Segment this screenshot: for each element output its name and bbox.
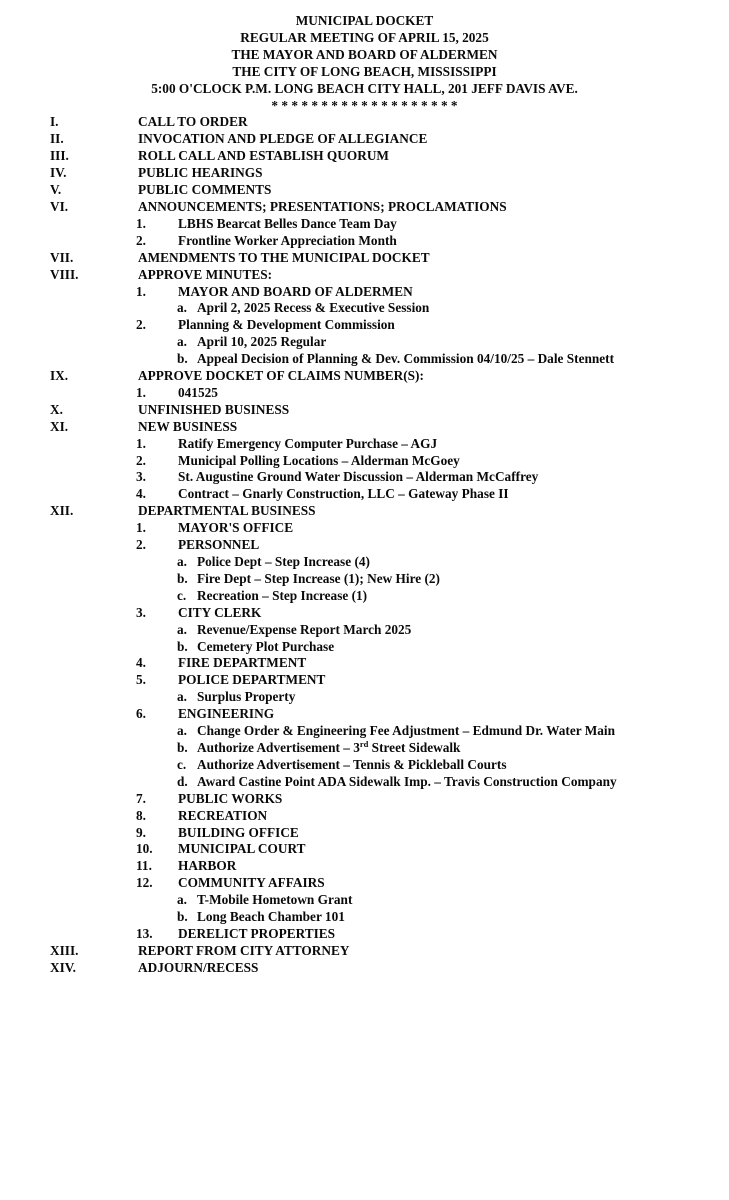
agenda-item (0, 655, 729, 672)
agenda-item-label: 1. (136, 384, 146, 400)
agenda-item-text: RECREATION (178, 807, 268, 823)
agenda-item-label: XI. (50, 418, 69, 434)
agenda-item-text: Long Beach Chamber 101 (197, 909, 345, 925)
agenda-item-label: VII. (50, 249, 74, 265)
agenda-item-label: 6. (136, 706, 146, 722)
agenda-item (0, 689, 729, 706)
agenda-item-text: FIRE DEPARTMENT (178, 655, 307, 671)
agenda-item-text: Surplus Property (197, 689, 296, 705)
agenda-item-label: c. (177, 587, 187, 603)
agenda-item (0, 419, 729, 436)
agenda-item-text: APPROVE MINUTES: (138, 266, 273, 282)
agenda-item-text: 041525 (178, 384, 218, 400)
agenda-item-label: 8. (136, 807, 146, 823)
agenda-item-label: 4. (136, 486, 146, 502)
agenda-item-text: ADJOURN/RECESS (138, 959, 259, 975)
agenda-item (0, 622, 729, 639)
agenda-item (0, 216, 729, 233)
header-line: THE MAYOR AND BOARD OF ALDERMEN (231, 46, 498, 62)
agenda-item-label: 10. (136, 841, 153, 857)
agenda-item (0, 334, 729, 351)
agenda-item-label: IX. (50, 368, 69, 384)
agenda-item (0, 402, 729, 419)
agenda-item-text: T-Mobile Hometown Grant (197, 892, 353, 908)
agenda-item-label: a. (177, 892, 187, 908)
agenda-item-label: 3. (136, 469, 146, 485)
agenda-item-text: INVOCATION AND PLEDGE OF ALLEGIANCE (138, 131, 428, 147)
agenda-item (0, 436, 729, 453)
agenda-item (0, 537, 729, 554)
agenda-item-label: 2. (136, 317, 146, 333)
agenda-item (0, 791, 729, 808)
agenda-item-label: 12. (136, 875, 153, 891)
agenda-item-label: b. (177, 570, 188, 586)
agenda-item-label: d. (177, 773, 188, 789)
agenda-item (0, 960, 729, 977)
agenda-item-label: 1. (136, 520, 146, 536)
agenda-item (0, 284, 729, 301)
agenda-item-label: b. (177, 351, 188, 367)
agenda-item (0, 486, 729, 503)
agenda-item (0, 605, 729, 622)
agenda-item-label: c. (177, 756, 187, 772)
agenda-item-label: XII. (50, 503, 74, 519)
agenda-item-text: April 10, 2025 Regular (197, 334, 327, 350)
agenda-item-text: Change Order & Engineering Fee Adjustment – Edmund Dr. Water Main (197, 723, 616, 739)
agenda-item (0, 639, 729, 656)
agenda-item (0, 858, 729, 875)
agenda-item (0, 554, 729, 571)
agenda-item (0, 757, 729, 774)
agenda-item-text: Ratify Emergency Computer Purchase – AGJ (178, 435, 438, 451)
agenda-item (0, 892, 729, 909)
agenda-item-label: 4. (136, 655, 146, 671)
agenda-item-text: Frontline Worker Appreciation Month (178, 232, 397, 248)
header-line: 5:00 O'CLOCK P.M. LONG BEACH CITY HALL, 201 JEFF DAVIS AVE. (151, 80, 578, 96)
agenda-item-text: Cemetery Plot Purchase (197, 638, 335, 654)
agenda-item-text: DERELICT PROPERTIES (178, 925, 336, 941)
agenda-item-label: b. (177, 739, 188, 755)
agenda-item (0, 148, 729, 165)
agenda-item (0, 267, 729, 284)
agenda-item-label: a. (177, 300, 187, 316)
agenda-item-text: Contract – Gnarly Construction, LLC – Gateway Phase II (178, 486, 509, 502)
agenda-item-text: PERSONNEL (178, 537, 260, 553)
agenda-item (0, 131, 729, 148)
header-line: REGULAR MEETING OF APRIL 15, 2025 (240, 29, 489, 45)
agenda-item (0, 114, 729, 131)
agenda-item-text: COMMUNITY AFFAIRS (178, 875, 325, 891)
agenda-item-label: 2. (136, 452, 146, 468)
agenda-item (0, 233, 729, 250)
agenda-item-label: a. (177, 621, 187, 637)
agenda-item-text: ROLL CALL AND ESTABLISH QUORUM (138, 148, 389, 164)
agenda-item-label: a. (177, 554, 187, 569)
agenda-item-label: V. (50, 182, 62, 198)
agenda-item-text: Award Castine Point ADA Sidewalk Imp. – Travis Construction Company (197, 773, 617, 789)
agenda-item-text: Planning & Development Commission (178, 317, 395, 333)
agenda-item (0, 503, 729, 520)
agenda-item-label: I. (50, 114, 59, 130)
agenda-item-label: 1. (136, 215, 146, 231)
agenda-item-label: IV. (50, 165, 67, 181)
agenda-item (0, 808, 729, 825)
agenda-item (0, 909, 729, 926)
agenda-item (0, 165, 729, 182)
agenda-item-label: a. (177, 334, 187, 350)
agenda-item-text: Municipal Polling Locations – Alderman McGoey (178, 452, 460, 468)
agenda-item-text: ANNOUNCEMENTS; PRESENTATIONS; PROCLAMATIONS (138, 198, 507, 214)
agenda-item-label: b. (177, 909, 188, 925)
agenda-item-label: VI. (50, 198, 69, 214)
agenda-item-text: Authorize Advertisement – Tennis & Pickleball Courts (197, 756, 507, 772)
agenda-item-text: St. Augustine Ground Water Discussion – Alderman McCaffrey (178, 469, 539, 485)
agenda-item-text: CITY CLERK (178, 604, 262, 620)
agenda-item-text: Revenue/Expense Report March 2025 (197, 621, 412, 637)
agenda-item (0, 199, 729, 216)
agenda-item-label: 7. (136, 790, 146, 806)
agenda-item-text: PUBLIC WORKS (178, 790, 283, 806)
header-separator-line: * * * * * * * * * * * * * * * * * * * (271, 97, 458, 113)
agenda-item-text: REPORT FROM CITY ATTORNEY (138, 942, 350, 958)
agenda-item (0, 926, 729, 943)
agenda-item-label: XIV. (50, 959, 76, 975)
agenda-item (0, 520, 729, 537)
agenda-item-text: ENGINEERING (178, 706, 275, 722)
agenda-item-label: 2. (136, 537, 146, 553)
agenda-item (0, 825, 729, 842)
agenda-item-label: X. (50, 401, 63, 417)
agenda-item-text: Police Dept – Step Increase (4) (197, 554, 370, 569)
agenda-item (0, 740, 729, 757)
agenda-item-label: 5. (136, 672, 146, 688)
agenda-item-label: a. (177, 723, 187, 739)
agenda-item (0, 351, 729, 368)
agenda-item-label: III. (50, 148, 69, 164)
agenda-item-text: MAYOR'S OFFICE (178, 520, 294, 536)
agenda-item (0, 723, 729, 740)
header-line: THE CITY OF LONG BEACH, MISSISSIPPI (232, 63, 497, 79)
agenda-item-text: Authorize Advertisement – 3rd Street Sidewalk (197, 739, 461, 755)
agenda-item-text: NEW BUSINESS (138, 418, 238, 434)
agenda-item-text: Appeal Decision of Planning & Dev. Commission 04/10/25 – Dale Stennett (197, 351, 615, 367)
agenda-item-text: MAYOR AND BOARD OF ALDERMEN (178, 283, 413, 299)
agenda-item-text: AMENDMENTS TO THE MUNICIPAL DOCKET (138, 249, 430, 265)
agenda-item (0, 300, 729, 317)
agenda-item-text: POLICE DEPARTMENT (178, 672, 326, 688)
header-line: MUNICIPAL DOCKET (295, 13, 434, 28)
agenda-item-text: PUBLIC COMMENTS (138, 182, 272, 198)
agenda-item-label: a. (177, 689, 187, 705)
agenda-item (0, 385, 729, 402)
agenda-item (0, 672, 729, 689)
agenda-item-text: HARBOR (178, 858, 237, 874)
agenda-item-label: 13. (136, 925, 153, 941)
agenda-item-text: LBHS Bearcat Belles Dance Team Day (178, 215, 397, 231)
agenda-item-text: PUBLIC HEARINGS (138, 165, 263, 181)
agenda-list (0, 114, 729, 976)
agenda-item (0, 774, 729, 791)
agenda-item-label: 9. (136, 824, 146, 840)
agenda-item (0, 571, 729, 588)
agenda-item (0, 368, 729, 385)
agenda-item (0, 182, 729, 199)
agenda-item-label: b. (177, 638, 188, 654)
agenda-item-text: Recreation – Step Increase (1) (197, 587, 368, 603)
agenda-item-label: VIII. (50, 266, 79, 282)
agenda-item-label: 1. (136, 435, 146, 451)
agenda-item-label: 11. (136, 858, 152, 874)
docket-header (0, 13, 729, 114)
agenda-item-label: 2. (136, 232, 146, 248)
agenda-item (0, 453, 729, 470)
agenda-item-text: UNFINISHED BUSINESS (138, 401, 290, 417)
agenda-item-text: April 2, 2025 Recess & Executive Session (197, 300, 430, 316)
agenda-item (0, 706, 729, 723)
agenda-item-label: 3. (136, 604, 146, 620)
agenda-item-text: BUILDING OFFICE (178, 824, 299, 840)
agenda-item (0, 588, 729, 605)
ordinal-superscript: rd (359, 739, 369, 750)
agenda-item-text: CALL TO ORDER (138, 114, 248, 130)
agenda-item (0, 469, 729, 486)
agenda-item (0, 317, 729, 334)
agenda-item-label: XIII. (50, 942, 79, 958)
agenda-item (0, 943, 729, 960)
agenda-item-text: Fire Dept – Step Increase (1); New Hire (2) (197, 570, 440, 586)
agenda-item (0, 841, 729, 858)
agenda-item-text: APPROVE DOCKET OF CLAIMS NUMBER(S): (138, 368, 424, 384)
agenda-item-label: II. (50, 131, 64, 147)
agenda-item-text: DEPARTMENTAL BUSINESS (138, 503, 316, 519)
agenda-item-label: 1. (136, 283, 146, 299)
agenda-item (0, 875, 729, 892)
agenda-item-text: MUNICIPAL COURT (178, 841, 306, 857)
agenda-item (0, 250, 729, 267)
